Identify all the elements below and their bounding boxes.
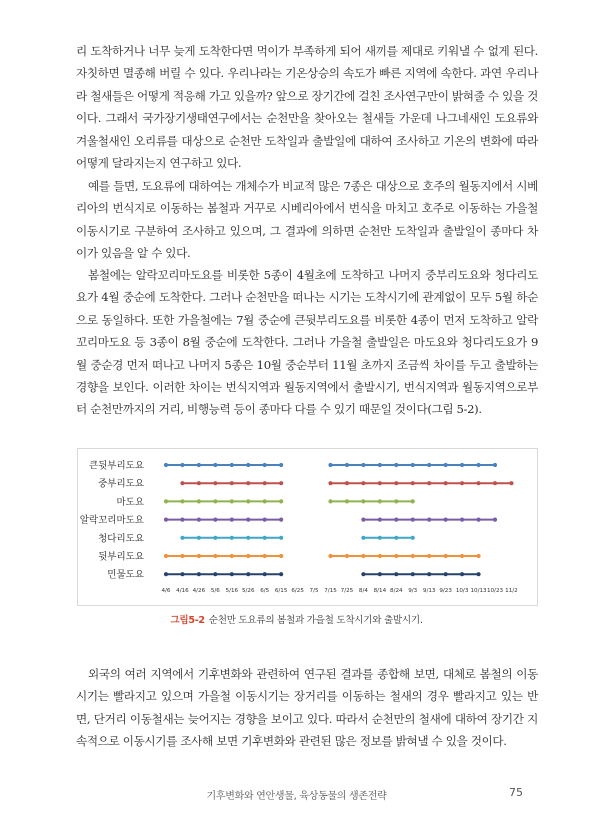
data-point [263,518,267,522]
x-tick-label: 8/14 [373,588,387,594]
data-point [279,518,283,522]
data-point [328,554,332,558]
data-point [279,481,283,485]
x-tick-label: 8/24 [390,588,403,594]
data-point [180,554,184,558]
body-paragraph: 외국의 여러 지역에서 기후변화와 관련하여 연구된 결과를 종합해 보면, 대체로 봄철의 이동시기는 빨라지고 있으며 가을철 이동시기는 장거리를 이동하는 철새의 경우 빨라지고 있는 반면, 단거리 이동철새는 늦어지는 경향을 보이고 있다. 따라서 순천만의 철새에 대하여 장기간 지속적으로 이동시기를 조사해 보면 기후변화와 관련된 많은 정보를 밝혀낼 수 있을 것이다. [76,667,538,749]
x-tick-label: 11/2 [505,588,518,594]
data-point [213,518,217,522]
page-footer-title: 기후변화와 연안생물, 육상동물의 생존전략 [206,791,387,802]
x-tick-label: 10/13 [470,588,487,594]
series-label: 큰뒷부리도요 [88,460,144,472]
data-point [197,518,201,522]
data-point [246,463,250,467]
x-tick-label: 7/25 [340,588,354,594]
data-point [180,536,184,540]
data-point [197,463,201,467]
data-point [230,463,234,467]
x-tick-label: 9/23 [439,588,452,594]
series-label: 마도요 [116,496,144,508]
data-point [345,554,349,558]
data-point [180,572,184,576]
data-point [444,463,448,467]
series-label: 알락꼬리마도요 [79,515,144,527]
data-point [427,463,431,467]
data-point [411,554,415,558]
data-point [476,518,480,522]
data-point [411,536,415,540]
data-point [164,554,168,558]
data-point [180,518,184,522]
data-point [213,572,217,576]
data-point [361,463,365,467]
data-point [164,572,168,576]
data-point [213,536,217,540]
data-point [378,463,382,467]
data-point [230,536,234,540]
data-point [328,481,332,485]
x-tick-label: 8/4 [358,588,368,594]
x-tick-label: 5/26 [241,588,255,594]
data-point [197,499,201,503]
x-tick-label: 4/16 [176,588,189,594]
data-point [279,499,283,503]
data-point [394,536,398,540]
data-point [180,463,184,467]
data-point [180,481,184,485]
page-number: 75 [509,786,523,799]
data-point [328,463,332,467]
data-point [197,481,201,485]
data-point [444,572,448,576]
data-point [394,518,398,522]
x-tick-label: 6/5 [260,588,270,594]
data-point [263,463,267,467]
data-point [230,554,234,558]
x-tick-label: 6/25 [291,588,304,594]
data-point [361,499,365,503]
data-point [378,481,382,485]
data-point [279,572,283,576]
data-point [230,572,234,576]
data-point [444,481,448,485]
data-point [493,481,497,485]
figure-caption-text: 순천만 도요류의 봄철과 가을철 도착시기와 출발시기. [208,615,423,626]
data-point [279,463,283,467]
series-label: 청다리도요 [98,533,144,545]
data-point [460,463,464,467]
x-tick-label: 10/23 [486,588,504,594]
data-point [378,536,382,540]
data-point [361,554,365,558]
data-point [460,572,464,576]
migration-chart-svg [78,449,537,605]
x-tick-label: 9/3 [408,588,418,594]
migration-chart [77,448,538,606]
data-point [164,518,168,522]
data-point [279,554,283,558]
data-point [180,499,184,503]
data-point [427,572,431,576]
figure-caption-label: 그림5-2 [170,615,205,626]
data-point [246,518,250,522]
data-point [263,481,267,485]
data-point [328,499,332,503]
x-tick-label: 5/6 [210,588,220,594]
data-point [361,481,365,485]
data-point [493,518,497,522]
data-point [246,554,250,558]
data-point [197,536,201,540]
data-point [394,463,398,467]
data-point [493,463,497,467]
data-point [345,463,349,467]
data-point [246,572,250,576]
data-point [164,499,168,503]
data-point [246,499,250,503]
data-point [230,499,234,503]
data-point [411,572,415,576]
data-point [164,463,168,467]
data-point [378,499,382,503]
data-point [263,572,267,576]
data-point [230,518,234,522]
data-point [411,481,415,485]
data-point [378,554,382,558]
x-tick-label: 10/3 [455,588,469,594]
data-point [476,572,480,576]
data-point [411,499,415,503]
data-point [263,536,267,540]
body-paragraph: 리 도착하거나 너무 늦게 도착한다면 먹이가 부족하게 되어 새끼를 제대로 키워낼 수 없게 된다. 자칫하면 멸종해 버릴 수 있다. 우리나라는 기온상승의 속도가 빠른 지역에 속한다. 과연 우리나라 철새들은 어떻게 적응해 가고 있을까? 앞으로 장기간에 걸친 조사연구만이 밝혀줄 수 있을 것이다. 그래서 국가장기생태연구에서는 순천만을 찾아오는 철새들 가운데 나그네새인 도요류와 겨울철새인 오리류를 대상으로 순천만 도착일과 출발일에 대하여 조사하고 기온의 변화에 따라 어떻게 달라지는지 연구하고 있다. [76,44,538,171]
body-paragraph: 예를 들면, 도요류에 대하여는 개체수가 비교적 많은 7종은 대상으로 호주의 월동지에서 시베리아의 번식지로 이동하는 봄철과 거꾸로 시베리아에서 번식을 마치고 호주로 이동하는 가을철 이동시기로 구분하여 조사하고 있으며, 그 결과에 의하면 순천만 도착일과 출발일이 종마다 차이가 있음을 알 수 있다. [76,179,538,261]
data-point [411,518,415,522]
data-point [361,572,365,576]
data-point [476,463,480,467]
data-point [263,554,267,558]
data-point [345,481,349,485]
data-point [361,518,365,522]
data-point [361,536,365,540]
data-point [394,572,398,576]
data-point [427,554,431,558]
data-point [509,481,513,485]
data-point [213,499,217,503]
x-tick-label: 9/13 [422,588,436,594]
data-point [197,554,201,558]
x-tick-label: 6/15 [274,588,288,594]
data-point [378,572,382,576]
data-point [263,499,267,503]
data-point [460,554,464,558]
data-point [427,481,431,485]
data-point [279,536,283,540]
x-tick-label: 5/16 [225,588,239,594]
data-point [213,554,217,558]
x-tick-label: 4/26 [192,588,206,594]
data-point [476,481,480,485]
series-label: 뒷부리도요 [98,551,144,563]
data-point [394,481,398,485]
data-point [213,481,217,485]
data-point [460,518,464,522]
data-point [213,463,217,467]
data-point [230,481,234,485]
x-tick-label: 7/15 [324,588,337,594]
data-point [476,554,480,558]
data-point [444,554,448,558]
figure-caption [0,612,593,626]
body-paragraph: 봄철에는 알락꼬리마도요를 비롯한 5종이 4월초에 도착하고 나머지 중부리도요와 청다리도요가 4월 중순에 도착한다. 그러나 순천만을 떠나는 시기는 도착시기에 관계없이 모두 5월 하순으로 동일하다. 또한 가을철에는 7월 중순에 큰뒷부리도요를 비롯한 4종이 먼저 도착하고 알락꼬리마도요 등 3종이 8월 중순에 도착한다. 그러나 가을철 출발일은 마도요와 청다리도요가 9월 중순경 먼저 떠나고 나머지 5종은 10월 중순부터 11월 초까지 조금씩 차이를 두고 출발하는 경향을 보인다. 이러한 차이는 번식지역과 월동지역에서 출발시기, 번식지역과 월동지역으로부터 순천만까지의 거리, 비행능력 등이 종마다 다를 수 있기 때문일 것이다(그림 5-2). [76,268,538,417]
data-point [411,463,415,467]
data-point [345,499,349,503]
data-point [427,518,431,522]
data-point [444,518,448,522]
data-point [460,481,464,485]
series-label: 중부리도요 [98,478,144,490]
data-point [378,518,382,522]
x-tick-label: 7/5 [309,588,319,594]
data-point [197,572,201,576]
data-point [394,499,398,503]
data-point [394,554,398,558]
data-point [246,536,250,540]
data-point [246,481,250,485]
x-tick-label: 4/6 [161,588,171,594]
series-label: 민물도요 [107,569,144,581]
